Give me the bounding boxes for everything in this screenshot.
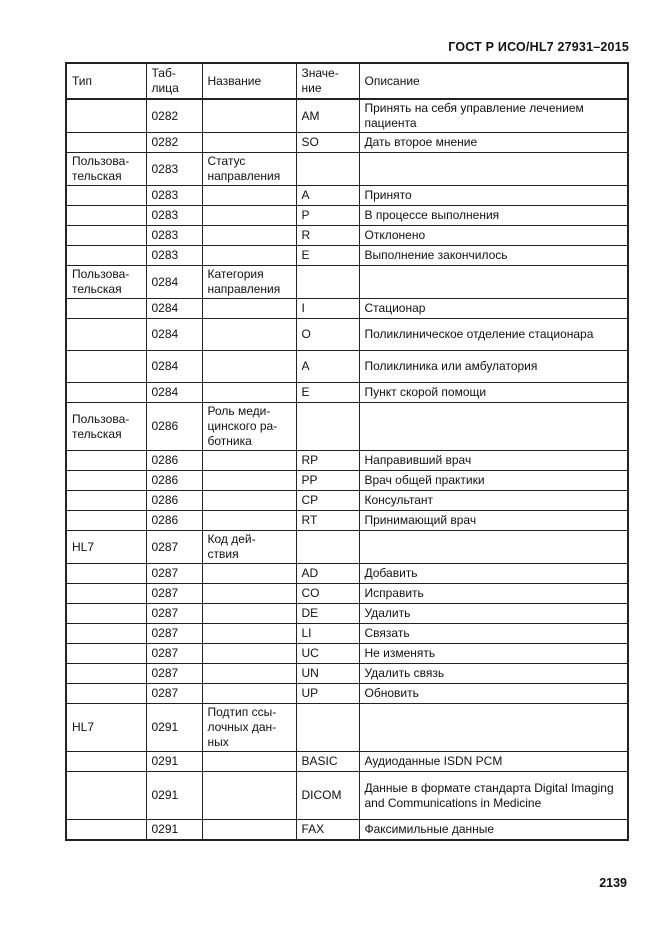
name-cell [202, 299, 296, 319]
table-cell: 0291 [146, 752, 202, 772]
description-cell: Поликлиника или амбулатория [359, 351, 628, 383]
name-cell: Статус направления [202, 153, 296, 186]
value-cell: I [296, 299, 359, 319]
description-cell: Обновить [359, 684, 628, 704]
column-header-table: Таб- лица [146, 63, 202, 99]
description-cell: Консультант [359, 491, 628, 511]
table-row [66, 226, 628, 246]
value-cell: O [296, 319, 359, 351]
table-cell: 0283 [146, 206, 202, 226]
name-cell [202, 186, 296, 206]
value-cell: LI [296, 624, 359, 644]
table-row [66, 684, 628, 704]
name-cell [202, 319, 296, 351]
table-cell: 0286 [146, 403, 202, 451]
table-row [66, 644, 628, 664]
table-cell: 0282 [146, 133, 202, 153]
name-cell [202, 564, 296, 584]
type-cell [66, 604, 146, 624]
description-cell: Врач общей практики [359, 471, 628, 491]
description-cell: Выполнение закончилось [359, 246, 628, 266]
description-cell: В процессе выполнения [359, 206, 628, 226]
description-cell: Связать [359, 624, 628, 644]
description-cell: Удалить [359, 604, 628, 624]
name-cell [202, 226, 296, 246]
type-cell [66, 451, 146, 471]
type-cell [66, 664, 146, 684]
table-cell: 0287 [146, 531, 202, 564]
table-cell: 0287 [146, 564, 202, 584]
name-cell [202, 206, 296, 226]
type-cell [66, 564, 146, 584]
name-cell [202, 99, 296, 133]
table-row [66, 266, 628, 299]
name-cell [202, 246, 296, 266]
table-row [66, 299, 628, 319]
type-cell [66, 133, 146, 153]
column-header-type: Тип [66, 63, 146, 99]
name-cell [202, 133, 296, 153]
table-row [66, 564, 628, 584]
table-row [66, 604, 628, 624]
table-row [66, 531, 628, 564]
type-cell [66, 351, 146, 383]
type-cell [66, 511, 146, 531]
description-cell: Принимающий врач [359, 511, 628, 531]
name-cell [202, 383, 296, 403]
name-cell [202, 664, 296, 684]
description-cell [359, 403, 628, 451]
table-cell: 0284 [146, 266, 202, 299]
table-row [66, 186, 628, 206]
table-cell: 0284 [146, 383, 202, 403]
name-cell [202, 604, 296, 624]
table-row [66, 403, 628, 451]
name-cell [202, 491, 296, 511]
value-cell [296, 403, 359, 451]
table-cell: 0283 [146, 246, 202, 266]
type-cell [66, 584, 146, 604]
description-cell: Отклонено [359, 226, 628, 246]
table-cell: 0284 [146, 319, 202, 351]
type-cell [66, 491, 146, 511]
name-cell [202, 644, 296, 664]
description-cell: Факсимильные данные [359, 820, 628, 840]
description-cell: Исправить [359, 584, 628, 604]
table-cell: 0291 [146, 772, 202, 820]
description-cell: Дать второе мнение [359, 133, 628, 153]
type-cell [66, 206, 146, 226]
value-cell: E [296, 246, 359, 266]
type-cell: Пользова- тельская [66, 266, 146, 299]
name-cell [202, 351, 296, 383]
table-cell: 0283 [146, 153, 202, 186]
type-cell [66, 624, 146, 644]
value-cell: RT [296, 511, 359, 531]
name-cell [202, 624, 296, 644]
table-row [66, 206, 628, 226]
value-cell: BASIC [296, 752, 359, 772]
description-cell [359, 153, 628, 186]
type-cell: Пользова- тельская [66, 153, 146, 186]
table-cell: 0284 [146, 351, 202, 383]
value-cell [296, 531, 359, 564]
type-cell [66, 99, 146, 133]
type-cell [66, 684, 146, 704]
page-number: 2139 [599, 876, 627, 890]
description-cell: Пункт скорой помощи [359, 383, 628, 403]
description-cell [359, 266, 628, 299]
table-row [66, 820, 628, 840]
table-body [66, 99, 628, 840]
table-row [66, 704, 628, 752]
description-cell: Принято [359, 186, 628, 206]
table-row [66, 491, 628, 511]
table-row [66, 351, 628, 383]
name-cell [202, 772, 296, 820]
value-cell: DE [296, 604, 359, 624]
description-cell [359, 531, 628, 564]
description-cell [359, 704, 628, 752]
type-cell [66, 319, 146, 351]
type-cell [66, 299, 146, 319]
description-cell: Принять на себя управление лечением пациента [359, 99, 628, 133]
table-row [66, 383, 628, 403]
table-row [66, 153, 628, 186]
table-row [66, 99, 628, 133]
value-cell: UP [296, 684, 359, 704]
description-cell: Удалить связь [359, 664, 628, 684]
table-cell: 0287 [146, 644, 202, 664]
table-cell: 0283 [146, 186, 202, 206]
type-cell: HL7 [66, 704, 146, 752]
type-cell [66, 644, 146, 664]
table-cell: 0286 [146, 491, 202, 511]
value-cell [296, 153, 359, 186]
table-cell: 0287 [146, 604, 202, 624]
value-cell: DICOM [296, 772, 359, 820]
table-row [66, 752, 628, 772]
type-cell [66, 752, 146, 772]
table-cell: 0284 [146, 299, 202, 319]
table-cell: 0287 [146, 584, 202, 604]
column-header-description: Описание [359, 63, 628, 99]
type-cell [66, 186, 146, 206]
value-cell: UN [296, 664, 359, 684]
table-cell: 0283 [146, 226, 202, 246]
table-row [66, 772, 628, 820]
name-cell [202, 584, 296, 604]
value-cell: CP [296, 491, 359, 511]
type-cell [66, 383, 146, 403]
table-row [66, 319, 628, 351]
table-row [66, 471, 628, 491]
table-row [66, 624, 628, 644]
description-cell: Не изменять [359, 644, 628, 664]
table-cell: 0291 [146, 704, 202, 752]
description-cell: Поликлиническое отделение стационара [359, 319, 628, 351]
table-cell: 0286 [146, 511, 202, 531]
value-cell [296, 704, 359, 752]
name-cell: Подтип ссы- лочных дан- ных [202, 704, 296, 752]
value-cell: FAX [296, 820, 359, 840]
value-cell: P [296, 206, 359, 226]
name-cell: Роль меди- цинского ра- ботника [202, 403, 296, 451]
description-cell: Аудиоданные ISDN PCM [359, 752, 628, 772]
type-cell [66, 471, 146, 491]
description-cell: Добавить [359, 564, 628, 584]
table-row [66, 246, 628, 266]
column-header-name: Название [202, 63, 296, 99]
value-cell: SO [296, 133, 359, 153]
value-cell: A [296, 351, 359, 383]
table-cell: 0287 [146, 664, 202, 684]
value-cell: PP [296, 471, 359, 491]
type-cell: Пользова- тельская [66, 403, 146, 451]
name-cell [202, 820, 296, 840]
name-cell [202, 451, 296, 471]
type-cell [66, 820, 146, 840]
table-row [66, 511, 628, 531]
name-cell: Категория направления [202, 266, 296, 299]
table-cell: 0282 [146, 99, 202, 133]
name-cell [202, 511, 296, 531]
table-row [66, 584, 628, 604]
table-cell: 0287 [146, 624, 202, 644]
name-cell [202, 684, 296, 704]
table-row [66, 133, 628, 153]
name-cell [202, 752, 296, 772]
value-cell: E [296, 383, 359, 403]
table-row [66, 451, 628, 471]
type-cell [66, 226, 146, 246]
table-cell: 0291 [146, 820, 202, 840]
description-cell: Данные в формате стандарта Digital Imaging and Communications in Medicine [359, 772, 628, 820]
description-cell: Направивший врач [359, 451, 628, 471]
value-cell: AM [296, 99, 359, 133]
value-cell [296, 266, 359, 299]
table-cell: 0286 [146, 451, 202, 471]
value-cell: RP [296, 451, 359, 471]
description-cell: Стационар [359, 299, 628, 319]
value-cell: AD [296, 564, 359, 584]
value-cell: UC [296, 644, 359, 664]
code-table [65, 62, 629, 841]
value-cell: CO [296, 584, 359, 604]
table-row [66, 664, 628, 684]
value-cell: R [296, 226, 359, 246]
value-cell: A [296, 186, 359, 206]
document-header: ГОСТ Р ИСО/HL7 27931–2015 [448, 40, 629, 54]
type-cell [66, 772, 146, 820]
type-cell: HL7 [66, 531, 146, 564]
column-header-value: Значе- ние [296, 63, 359, 99]
table-cell: 0287 [146, 684, 202, 704]
table-header [66, 63, 628, 99]
name-cell: Код дей- ствия [202, 531, 296, 564]
name-cell [202, 471, 296, 491]
table-cell: 0286 [146, 471, 202, 491]
type-cell [66, 246, 146, 266]
